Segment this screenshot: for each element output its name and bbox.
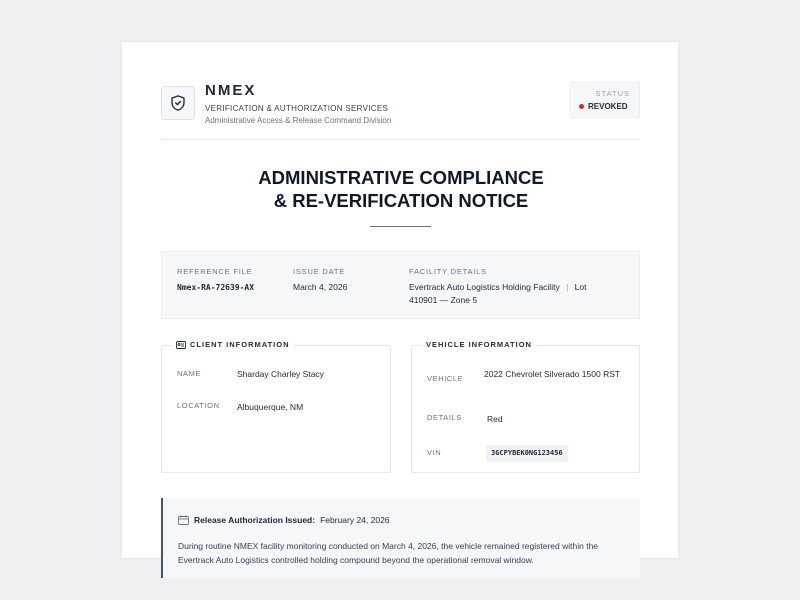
notice-title <box>122 166 680 212</box>
issue-date-value: March 4, 2026 <box>293 282 348 292</box>
vehicle-model: 2022 Chevrolet Silverado 1500 RST <box>484 369 621 379</box>
name-label: NAME <box>177 369 202 378</box>
vehicle-label: VEHICLE <box>427 374 464 383</box>
issue-date <box>293 267 347 294</box>
header-divider <box>161 139 640 140</box>
client-name: Sharday Charley Stacy <box>237 369 324 379</box>
reference-file <box>177 267 254 294</box>
reference-file-value: Nmex-RA-72639-AX <box>177 283 255 292</box>
division-name: Administrative Access & Release Command Division <box>205 116 392 125</box>
facility-label: FACILITY DETAILS <box>409 267 487 276</box>
shield-check-icon <box>169 94 187 112</box>
calendar-icon <box>178 515 189 525</box>
notice-title-line1: ADMINISTRATIVE COMPLIANCE <box>258 167 544 188</box>
status-dot-icon <box>579 104 584 109</box>
facility-details <box>409 267 629 307</box>
release-body: During routine NMEX facility monitoring conducted on March 4, 2026, the vehicle remained registered within the Evertrack Auto Logistics controlled holding compound beyond the operational removal window. <box>178 541 599 565</box>
status-value: REVOKED <box>588 102 628 111</box>
notice-document <box>121 41 679 565</box>
vehicle-card <box>411 340 640 473</box>
reference-panel <box>161 251 640 319</box>
release-panel <box>161 498 640 578</box>
location-label: LOCATION <box>177 401 220 410</box>
vin-label: VIN <box>427 448 442 457</box>
facility-lot: Lot <box>574 282 587 292</box>
vin-value: 3GCPYBEK0NG123456 <box>486 445 568 462</box>
release-heading: Release Authorization Issued: <box>194 515 316 525</box>
logo-badge <box>161 86 195 120</box>
title-divider <box>370 226 431 227</box>
brand-name: NMEX <box>205 82 257 99</box>
separator: | <box>566 282 569 292</box>
brand-subtitle: VERIFICATION & AUTHORIZATION SERVICES <box>205 104 389 113</box>
status-badge <box>569 82 640 118</box>
facility-name: Evertrack Auto Logistics Holding Facility <box>409 282 560 292</box>
status-label: STATUS <box>595 89 630 98</box>
facility-zone: 410901 — Zone 5 <box>409 295 478 305</box>
reference-file-label: REFERENCE FILE <box>177 267 253 276</box>
document-header <box>161 82 640 140</box>
vehicle-section-title: VEHICLE INFORMATION <box>426 340 532 349</box>
release-date: February 24, 2026 <box>320 515 390 525</box>
id-card-icon <box>176 341 186 349</box>
issue-date-label: ISSUE DATE <box>293 267 346 276</box>
vehicle-color: Red <box>487 414 503 424</box>
client-section-title: CLIENT INFORMATION <box>190 340 290 349</box>
client-card <box>161 340 391 473</box>
client-location: Albuquerque, NM <box>237 402 304 412</box>
details-label: DETAILS <box>427 413 462 422</box>
notice-title-line2: & RE-VERIFICATION NOTICE <box>273 190 529 211</box>
